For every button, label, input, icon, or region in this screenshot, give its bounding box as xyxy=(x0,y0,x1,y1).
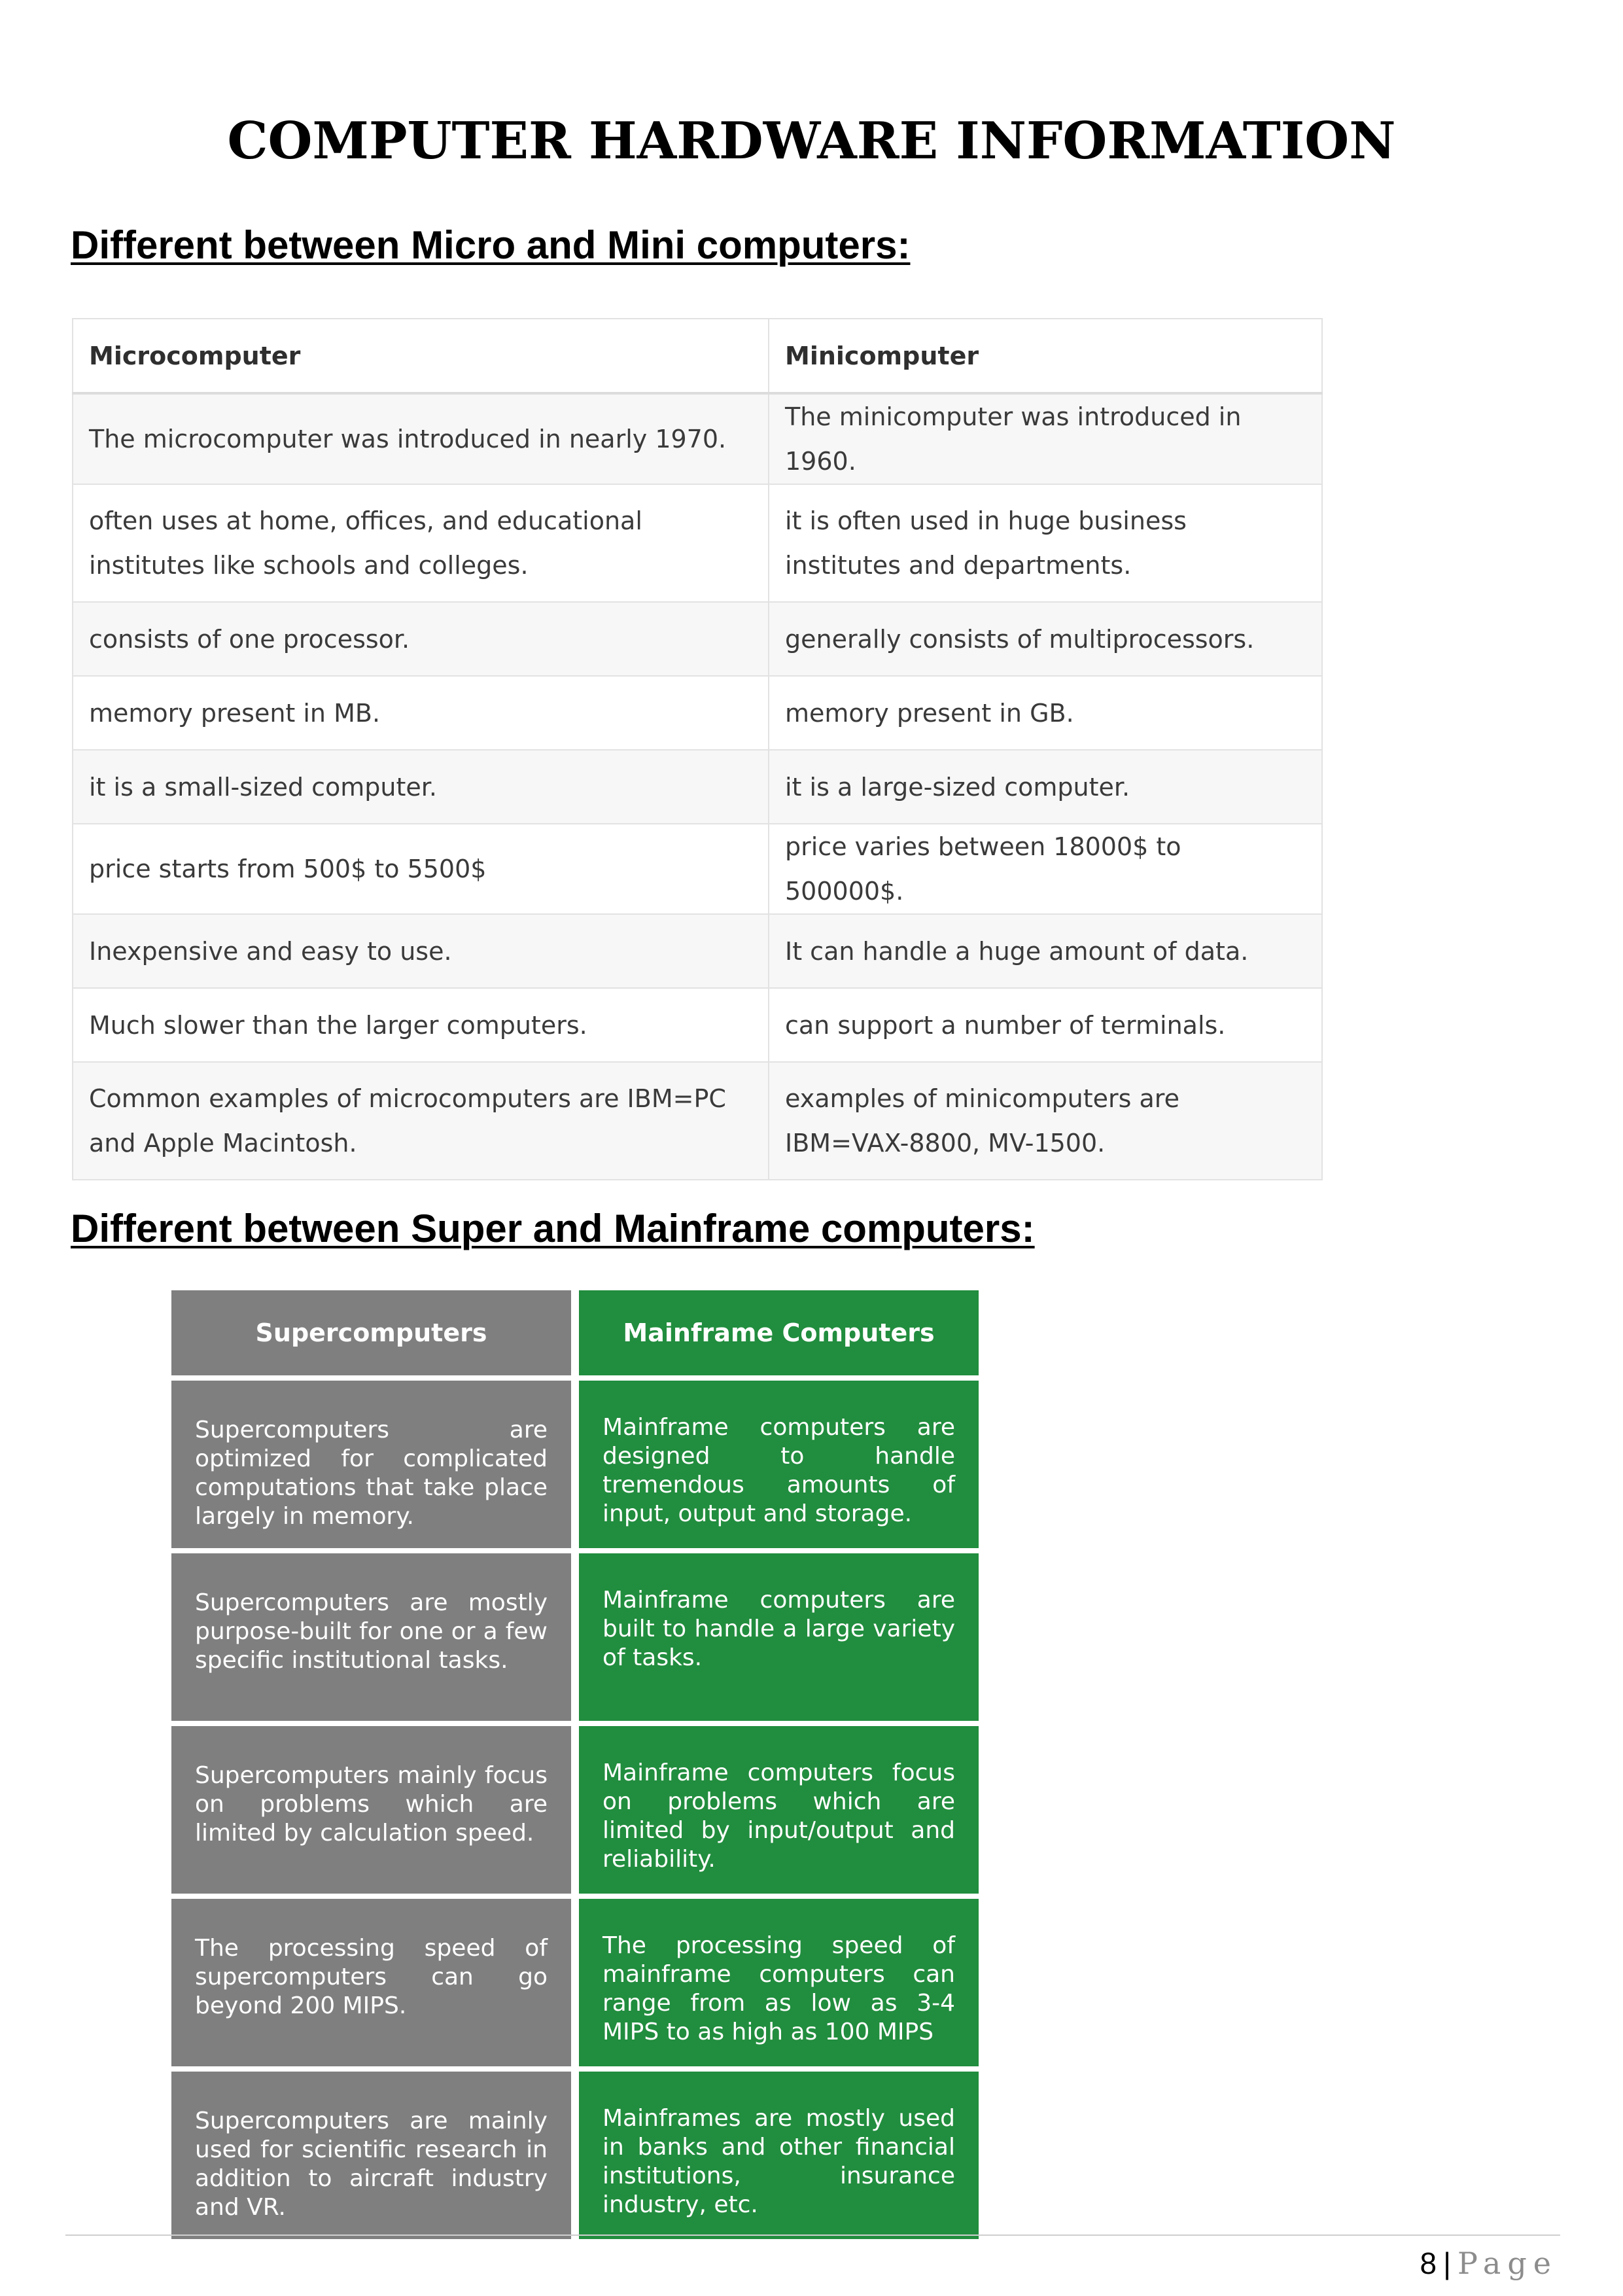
table-cell: Inexpensive and easy to use. xyxy=(73,914,769,988)
table-cell: Common examples of microcomputers are IBM=PC and Apple Macintosh. xyxy=(73,1062,769,1180)
table-cell: Supercomputers mainly focus on problems which are limited by calculation speed. xyxy=(171,1726,571,1894)
table-row xyxy=(73,750,1322,824)
column-header: Supercomputers xyxy=(171,1290,571,1375)
section-heading-micro-mini: Different between Micro and Mini computers: xyxy=(71,223,911,267)
table-cell: Supercomputers are mainly used for scientific research in addition to aircraft industry and VR. xyxy=(171,2072,571,2239)
page-title: COMPUTER HARDWARE INFORMATION xyxy=(227,111,1396,171)
page-footer xyxy=(1420,2246,1558,2281)
table-row xyxy=(171,2072,979,2239)
table-row xyxy=(171,1899,979,2066)
table-cell: It can handle a huge amount of data. xyxy=(769,914,1322,988)
table-cell: Supercomputers are optimized for complicated computations that take place largely in memory. xyxy=(171,1381,571,1548)
table-cell: Mainframe computers focus on problems which are limited by input/output and reliability. xyxy=(579,1726,979,1894)
micro-mini-table xyxy=(72,318,1323,1180)
table-cell: examples of minicomputers are IBM=VAX-8800, MV-1500. xyxy=(769,1062,1322,1180)
column-header: Minicomputer xyxy=(769,319,1322,393)
page-label: Page xyxy=(1457,2246,1558,2281)
table-cell: Mainframe computers are built to handle a large variety of tasks. xyxy=(579,1553,979,1721)
footer-divider xyxy=(65,2234,1560,2236)
table-row xyxy=(73,602,1322,676)
table-cell: Supercomputers are mostly purpose-built for one or a few specific institutional tasks. xyxy=(171,1553,571,1721)
section-heading-super-mainframe: Different between Super and Mainframe computers: xyxy=(71,1207,1035,1250)
table-row xyxy=(171,1381,979,1548)
table-cell: price starts from 500$ to 5500$ xyxy=(73,824,769,914)
table-cell: it is a small-sized computer. xyxy=(73,750,769,824)
table-cell: price varies between 18000$ to 500000$. xyxy=(769,824,1322,914)
table-row xyxy=(73,914,1322,988)
table-row xyxy=(73,484,1322,602)
table-row xyxy=(73,988,1322,1062)
table-cell: can support a number of terminals. xyxy=(769,988,1322,1062)
table-cell: memory present in MB. xyxy=(73,676,769,750)
table-row xyxy=(73,1062,1322,1180)
table-cell: it is often used in huge business institutes and departments. xyxy=(769,484,1322,602)
table-cell: often uses at home, offices, and educational institutes like schools and colleges. xyxy=(73,484,769,602)
table-cell: The processing speed of mainframe computers can range from as low as 3-4 MIPS to as high as 100 MIPS xyxy=(579,1899,979,2066)
table-header-row xyxy=(73,319,1322,393)
table-cell: The processing speed of supercomputers can go beyond 200 MIPS. xyxy=(171,1899,571,2066)
table-cell: Mainframes are mostly used in banks and other financial institutions, insurance industry, etc. xyxy=(579,2072,979,2239)
page-number: 8 xyxy=(1420,2246,1437,2280)
table-row xyxy=(171,1726,979,1894)
table-cell: it is a large-sized computer. xyxy=(769,750,1322,824)
table-cell: The minicomputer was introduced in 1960. xyxy=(769,393,1322,484)
footer-separator: | xyxy=(1443,2246,1452,2280)
table-cell: consists of one processor. xyxy=(73,602,769,676)
table-row xyxy=(73,676,1322,750)
table-row xyxy=(73,393,1322,484)
table-cell: The microcomputer was introduced in nearly 1970. xyxy=(73,393,769,484)
table-cell: Mainframe computers are designed to handle tremendous amounts of input, output and storage. xyxy=(579,1381,979,1548)
table-cell: Much slower than the larger computers. xyxy=(73,988,769,1062)
super-mainframe-table xyxy=(164,1285,986,2244)
table-row xyxy=(73,824,1322,914)
table-cell: generally consists of multiprocessors. xyxy=(769,602,1322,676)
column-header: Mainframe Computers xyxy=(579,1290,979,1375)
column-header: Microcomputer xyxy=(73,319,769,393)
table-cell: memory present in GB. xyxy=(769,676,1322,750)
table-header-row xyxy=(171,1290,979,1375)
table-row xyxy=(171,1553,979,1721)
